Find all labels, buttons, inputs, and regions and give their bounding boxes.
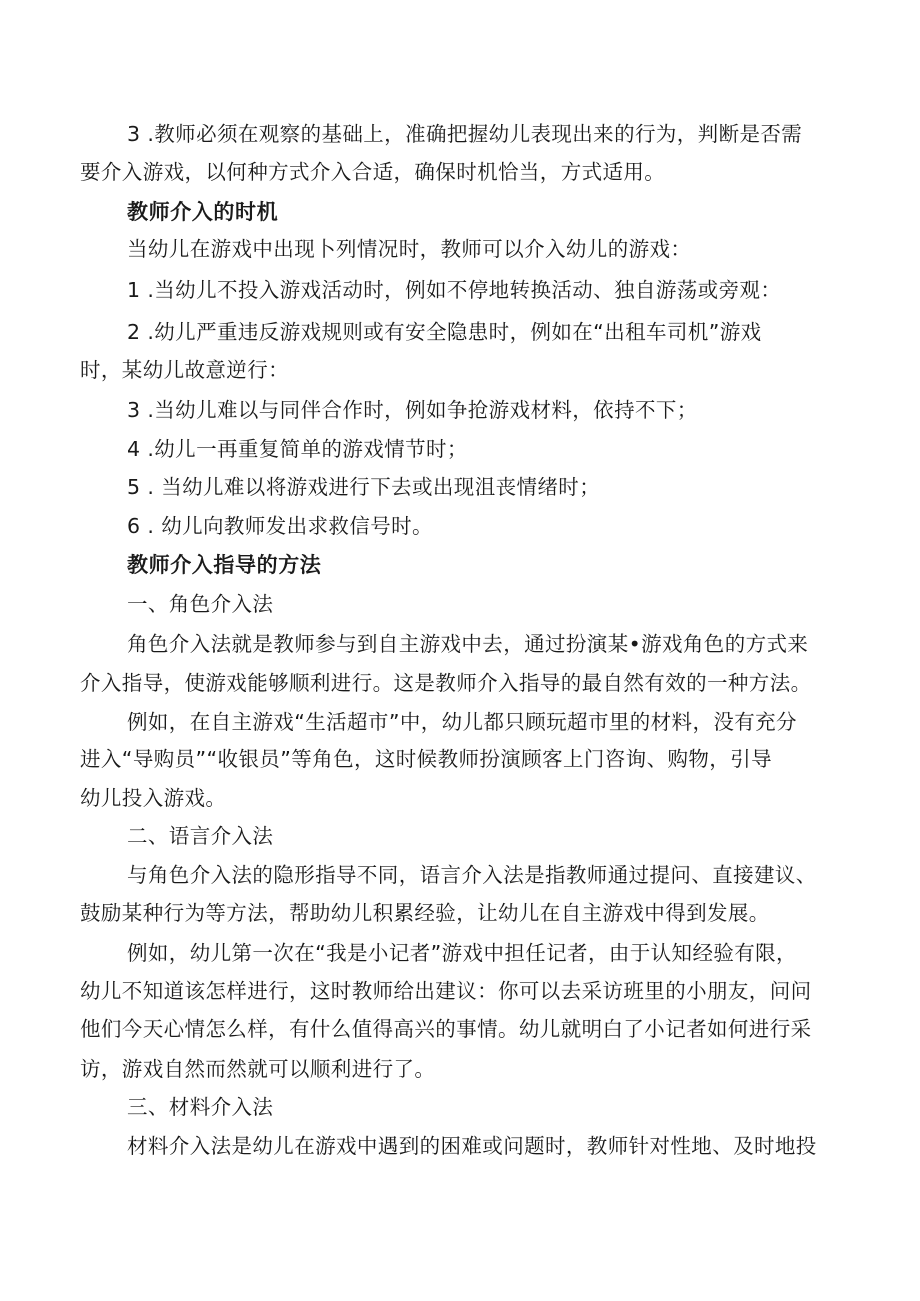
paragraph-line: 介入指导，使游戏能够顺利进行。这是教师介入指导的最自然有效的一种方法。 <box>80 671 812 695</box>
section-heading: 教师介入指导的方法 <box>127 553 322 577</box>
list-item: 5 . 当幼儿难以将游戏进行下去或出现沮丧情绪时； <box>127 475 601 499</box>
list-item: 6 . 幼儿向教师发出求救信号时。 <box>127 514 433 538</box>
paragraph-line: 幼儿不知道该怎样进行，这时教师给出建议：你可以去采访班里的小朋友，问问 <box>80 979 812 1003</box>
paragraph-line: 幼儿投入游戏。 <box>80 786 227 810</box>
paragraph-line: 他们今天心情怎么样，有什么值得高兴的事情。幼儿就明白了小记者如何进行采 <box>80 1017 812 1041</box>
paragraph-line: 鼓励某种行为等方法，帮助幼儿积累经验，让幼儿在自主游戏中得到发展。 <box>80 901 770 925</box>
paragraph-line: 例如，幼儿第一次在“我是小记者”游戏中担任记者，由于认知经验有限， <box>127 941 797 965</box>
list-item: 2 .幼儿严重违反游戏规则或有安全隐患时，例如在“出租车司机”游戏 <box>127 320 762 344</box>
paragraph-line: 例如，在自主游戏“生活超市”中，幼儿都只顾玩超市里的材料，没有充分 <box>127 710 797 734</box>
paragraph-line: 要介入游戏，以何种方式介入合适，确保时机恰当，方式适用。 <box>80 160 666 184</box>
paragraph-line: 当幼儿在游戏中出现卜列情况时，教师可以介入幼儿的游戏： <box>127 237 692 261</box>
paragraph-line: 与角色介入法的隐形指导不同，语言介入法是指教师通过提问、直接建议、 <box>127 863 817 887</box>
paragraph-line: 3 .教师必须在观察的基础上，准确把握幼儿表现出来的行为，判断是否需 <box>127 122 803 146</box>
paragraph-line: 进入“导购员”“收银员”等角色，这时候教师扮演顾客上门咨询、购物，引导 <box>80 747 772 771</box>
paragraph-line: 材料介入法是幼儿在游戏中遇到的困难或问题时，教师针对性地、及时地投 <box>127 1134 817 1158</box>
paragraph-line: 角色介入法就是教师参与到自主游戏中去，通过扮演某•游戏角色的方式来 <box>127 632 809 656</box>
subsection-heading: 一、角色介入法 <box>127 592 274 616</box>
paragraph-line: 访，游戏自然而然就可以顺利进行了。 <box>80 1057 436 1081</box>
list-item-continuation: 时，某幼儿故意逆行： <box>80 358 289 382</box>
subsection-heading: 三、材料介入法 <box>127 1095 274 1119</box>
list-item: 4 .幼儿一再重复简单的游戏情节时； <box>127 437 468 461</box>
list-item: 3 .当幼儿难以与同伴合作时，例如争抢游戏材料，依持不下； <box>127 398 698 422</box>
list-item: 1 .当幼儿不投入游戏活动时，例如不停地转换活动、独自游荡或旁观： <box>127 278 782 302</box>
subsection-heading: 二、语言介入法 <box>127 824 274 848</box>
section-heading: 教师介入的时机 <box>127 200 279 224</box>
